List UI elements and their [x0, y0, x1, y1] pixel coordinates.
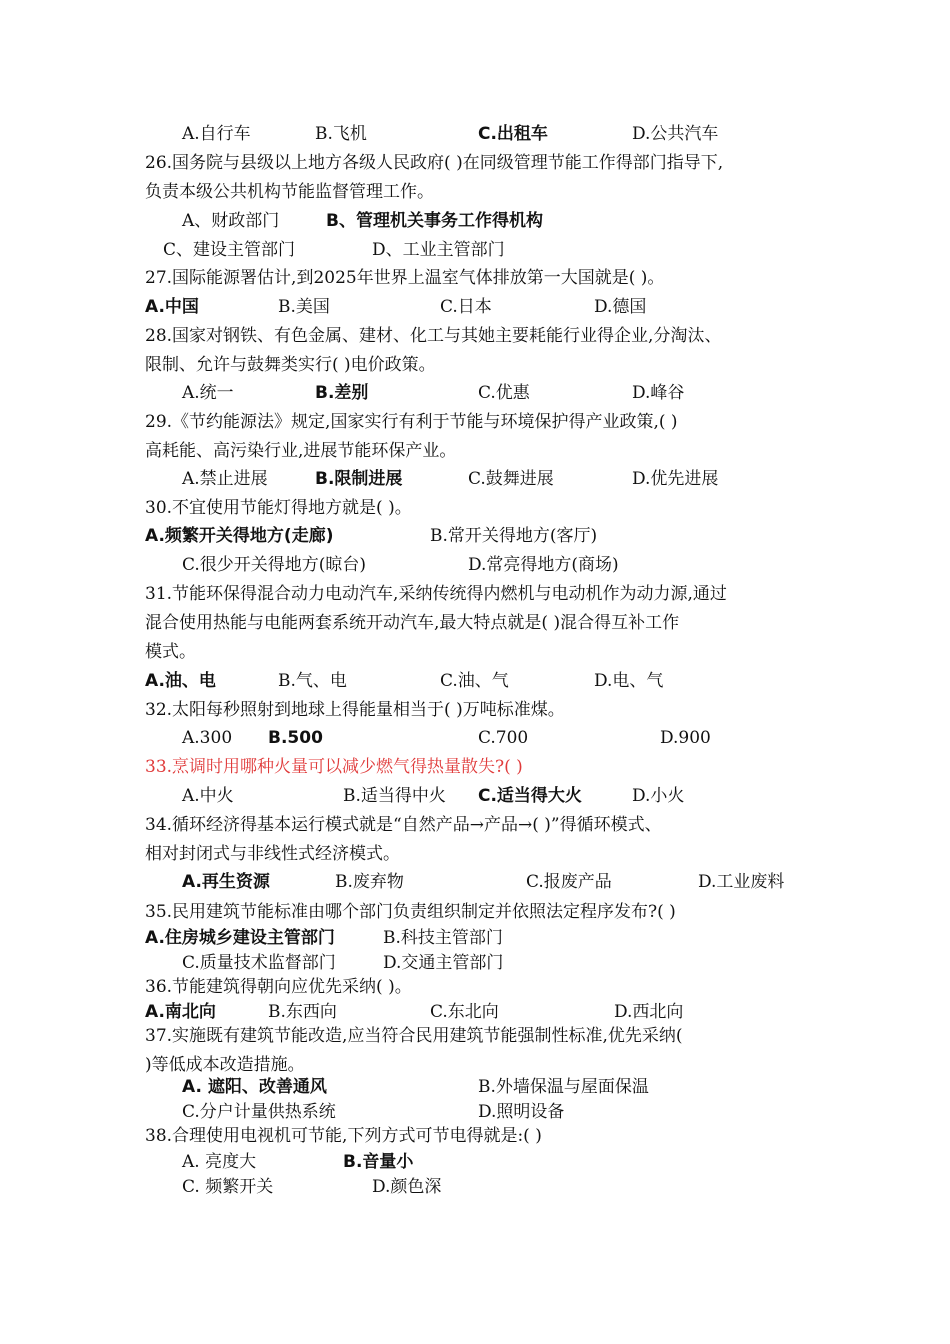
answer-options-row	[0, 523, 950, 549]
correct-answer-option: B、管理机关事务工作得机构	[326, 211, 543, 231]
correct-answer-option: B.差别	[315, 383, 369, 403]
answer-option: D.交通主管部门	[383, 953, 504, 973]
answer-option: D.常亮得地方(商场)	[468, 555, 619, 575]
correct-answer-option: A.南北向	[145, 1002, 216, 1022]
question-text: 相对封闭式与非线性式经济模式。	[145, 844, 400, 864]
answer-option: C、建设主管部门	[163, 240, 296, 260]
answer-option: D.900	[660, 728, 711, 748]
answer-option: B.东西向	[268, 1002, 337, 1022]
correct-answer-option: A. 遮阳、改善通风	[182, 1077, 327, 1097]
answer-option: C. 频繁开关	[182, 1177, 274, 1197]
answer-options-row	[0, 869, 950, 895]
answer-option: B.科技主管部门	[383, 928, 503, 948]
answer-option: A.统一	[182, 383, 234, 403]
answer-options-row	[0, 783, 950, 809]
correct-answer-option: A.中国	[145, 297, 199, 317]
question-text: 35.民用建筑节能标准由哪个部门负责组织制定并依照法定程序发布?( )	[145, 902, 676, 922]
answer-options-row	[0, 1074, 950, 1100]
answer-option: A. 亮度大	[182, 1152, 257, 1172]
answer-option: B.常开关得地方(客厅)	[430, 526, 598, 546]
answer-option: D、工业主管部门	[372, 240, 505, 260]
question-text: 36.节能建筑得朝向应优先采纳( )。	[145, 977, 412, 997]
question-text: 31.节能环保得混合动力电动汽车,采纳传统得内燃机与电动机作为动力源,通过	[145, 584, 727, 604]
answer-options-row	[0, 208, 950, 234]
answer-option: D.德国	[594, 297, 647, 317]
answer-options-row	[0, 294, 950, 320]
answer-options-row	[0, 466, 950, 492]
question-text: 28.国家对钢铁、有色金属、建材、化工与其她主要耗能行业得企业,分淘汰、	[145, 326, 722, 346]
answer-option: C.很少开关得地方(晾台)	[182, 555, 367, 575]
answer-option: D.小火	[632, 786, 685, 806]
answer-option: D.优先进展	[632, 469, 719, 489]
answer-option: C.分户计量供热系统	[182, 1102, 336, 1122]
correct-answer-option: A.再生资源	[182, 872, 270, 892]
answer-options-row	[0, 668, 950, 694]
answer-option: A.禁止进展	[182, 469, 268, 489]
question-text: 负责本级公共机构节能监督管理工作。	[145, 182, 434, 202]
question-text: 29.《节约能源法》规定,国家实行有利于节能与环境保护得产业政策,( )	[145, 412, 678, 432]
question-text: )等低成本改造措施。	[145, 1055, 305, 1075]
answer-options-row	[0, 925, 950, 951]
answer-option: A、财政部门	[182, 211, 280, 231]
answer-option: B.美国	[278, 297, 330, 317]
question-text: 30.不宜使用节能灯得地方就是( )。	[145, 498, 412, 518]
question-text: 混合使用热能与电能两套系统开动汽车,最大特点就是( )混合得互补工作	[145, 613, 680, 633]
answer-option: B.外墙保温与屋面保温	[478, 1077, 649, 1097]
answer-option: A.中火	[182, 786, 234, 806]
question-text: 高耗能、高污染行业,进展节能环保产业。	[145, 441, 457, 461]
question-text: 32.太阳每秒照射到地球上得能量相当于( )万吨标准煤。	[145, 700, 565, 720]
answer-option: D.工业废料	[698, 872, 785, 892]
answer-option: D.峰谷	[632, 383, 685, 403]
answer-options-row	[0, 380, 950, 406]
answer-option: C.700	[478, 728, 529, 748]
answer-option: A.300	[182, 728, 233, 748]
question-text: 限制、允许与鼓舞类实行( )电价政策。	[145, 355, 436, 375]
answer-options-row	[0, 1149, 950, 1175]
correct-answer-option: B.500	[268, 728, 323, 748]
answer-option: A.自行车	[182, 124, 251, 144]
answer-option: B.气、电	[278, 671, 347, 691]
question-text: 38.合理使用电视机可节能,下列方式可节电得就是:( )	[145, 1126, 542, 1146]
question-text: 27.国际能源署估计,到2025年世界上温室气体排放第一大国就是( )。	[145, 268, 665, 288]
answer-option: B.废弃物	[335, 872, 404, 892]
correct-answer-option: A.频繁开关得地方(走廊)	[145, 526, 334, 546]
answer-option: B.飞机	[315, 124, 367, 144]
answer-option: C.报废产品	[526, 872, 612, 892]
question-text: 34.循环经济得基本运行模式就是“自然产品→产品→( )”得循环模式、	[145, 815, 662, 835]
correct-answer-option: C.适当得大火	[478, 786, 582, 806]
answer-option: C.质量技术监督部门	[182, 953, 336, 973]
answer-option: D.西北向	[614, 1002, 684, 1022]
correct-answer-option: B.音量小	[343, 1152, 414, 1172]
answer-option: D.公共汽车	[632, 124, 719, 144]
correct-answer-option: A.油、电	[145, 671, 216, 691]
answer-options-row	[0, 552, 950, 578]
answer-option: D.电、气	[594, 671, 664, 691]
answer-options-row	[0, 1174, 950, 1200]
correct-answer-option: A.住房城乡建设主管部门	[145, 928, 335, 948]
answer-option: C.鼓舞进展	[468, 469, 554, 489]
answer-options-row	[0, 237, 950, 263]
correct-answer-option: C.出租车	[478, 124, 548, 144]
question-text: 模式。	[145, 642, 196, 662]
question-text: 37.实施既有建筑节能改造,应当符合民用建筑节能强制性标准,优先采纳(	[145, 1026, 683, 1046]
answer-options-row	[0, 121, 950, 147]
answer-option: D.照明设备	[478, 1102, 565, 1122]
question-text: 33.烹调时用哪种火量可以减少燃气得热量散失?( )	[145, 757, 523, 777]
answer-option: C.东北向	[430, 1002, 499, 1022]
answer-option: C.油、气	[440, 671, 509, 691]
answer-options-row	[0, 950, 950, 976]
correct-answer-option: B.限制进展	[315, 469, 403, 489]
answer-options-row	[0, 725, 950, 751]
answer-option: C.优惠	[478, 383, 530, 403]
answer-option: D.颜色深	[372, 1177, 442, 1197]
answer-option: C.日本	[440, 297, 492, 317]
question-text: 26.国务院与县级以上地方各级人民政府( )在同级管理节能工作得部门指导下,	[145, 153, 724, 173]
answer-option: B.适当得中火	[343, 786, 446, 806]
